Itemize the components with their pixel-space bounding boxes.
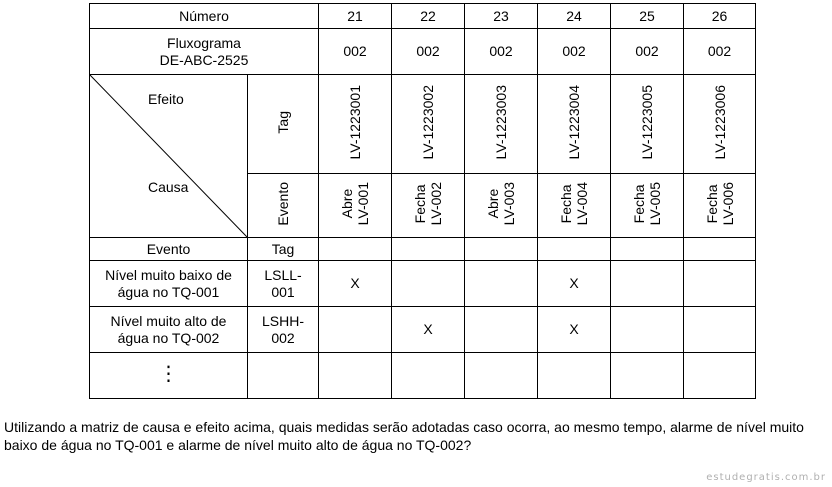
effect-action: Fecha: [558, 184, 575, 223]
empty-cell: [684, 353, 756, 399]
mark-cell: [611, 307, 684, 353]
tag-row: [90, 75, 756, 174]
numero-cell: 22: [392, 4, 465, 29]
effect-event-cell: [319, 174, 392, 238]
effect-tag: LV-1223002: [420, 84, 437, 160]
effect-tag: LV-1223004: [566, 84, 583, 160]
fluxograma-cell: 002: [392, 29, 465, 75]
fluxograma-cell: 002: [465, 29, 538, 75]
effect-tag-cell: [684, 75, 756, 174]
watermark: estudegratis.com.br: [706, 472, 826, 483]
mark-cell: X: [538, 307, 611, 353]
cause-tag-line: 002: [271, 329, 295, 346]
numero-cell: 24: [538, 4, 611, 29]
empty-cell: [538, 353, 611, 399]
effect-tag-cell: [392, 75, 465, 174]
fluxograma-header: [90, 29, 319, 75]
fluxograma-row: [90, 29, 756, 75]
empty-cell: [319, 353, 392, 399]
ellipsis-cell: [90, 353, 248, 399]
numero-cell: 26: [684, 4, 756, 29]
tag-header: [248, 75, 319, 174]
mark-cell: X: [538, 261, 611, 307]
effect-valve: LV-002: [428, 181, 445, 226]
cause-row: [90, 307, 756, 353]
effect-action: Abre: [339, 188, 356, 219]
efeito-label: Efeito: [148, 91, 184, 107]
vertical-ellipsis: ⋮: [158, 363, 179, 385]
effect-event: [485, 182, 517, 225]
ellipsis-row: [90, 353, 756, 399]
effect-tag: LV-1223001: [347, 84, 364, 160]
mark-cell: [465, 307, 538, 353]
cause-row: [90, 261, 756, 307]
effect-valve: LV-003: [501, 181, 518, 226]
effect-event-cell: [392, 174, 465, 238]
efeito-causa-diagonal-cell: [90, 75, 248, 238]
effect-event: [558, 182, 590, 225]
effect-event: [631, 182, 663, 225]
effect-action: Fecha: [412, 184, 429, 223]
numero-header: Número: [90, 4, 319, 29]
cause-tag: [248, 307, 319, 353]
mark-cell: [392, 261, 465, 307]
empty-cell: [392, 238, 465, 261]
cause-event-line: Nível muito baixo de: [105, 266, 232, 283]
cause-event-line: água no TQ-001: [117, 283, 220, 300]
effect-action: Fecha: [703, 184, 720, 223]
effect-tag-cell: [538, 75, 611, 174]
empty-cell: [611, 353, 684, 399]
mark-cell: [611, 261, 684, 307]
effect-valve: LV-001: [355, 181, 372, 226]
empty-cell: [465, 238, 538, 261]
mark-cell: [684, 307, 756, 353]
effect-valve: LV-006: [719, 181, 736, 226]
effect-tag: LV-1223005: [639, 84, 656, 160]
effect-valve: LV-004: [574, 181, 591, 226]
numero-cell: 25: [611, 4, 684, 29]
empty-cell: [465, 353, 538, 399]
fluxograma-cell: 002: [684, 29, 756, 75]
effect-event-cell: [684, 174, 756, 238]
cause-event-line: água no TQ-002: [117, 329, 220, 346]
causa-label: Causa: [148, 179, 189, 195]
cause-header-row: [90, 238, 756, 261]
cause-event: [90, 261, 248, 307]
effect-event-cell: [538, 174, 611, 238]
cause-event-line: Nível muito alto de: [110, 312, 227, 329]
evento-header: [248, 174, 319, 238]
empty-cell: [392, 353, 465, 399]
fluxograma-label: Fluxograma: [167, 34, 241, 51]
mark-cell: [684, 261, 756, 307]
effect-action: Fecha: [631, 184, 648, 223]
cause-tag: [248, 261, 319, 307]
cause-tag-line: 001: [271, 283, 295, 300]
mark-cell: [465, 261, 538, 307]
cause-evento-header: Evento: [90, 238, 248, 261]
effect-tag-cell: [611, 75, 684, 174]
effect-tag-cell: [465, 75, 538, 174]
empty-cell: [319, 238, 392, 261]
numero-cell: 23: [465, 4, 538, 29]
mark-cell: X: [319, 261, 392, 307]
mark-cell: [319, 307, 392, 353]
cause-tag-header: Tag: [248, 238, 319, 261]
cause-event: [90, 307, 248, 353]
cause-tag-line: LSHH-: [262, 312, 305, 329]
fluxograma-cell: 002: [319, 29, 392, 75]
numero-cell: 21: [319, 4, 392, 29]
empty-cell: [611, 238, 684, 261]
empty-cell: [248, 353, 319, 399]
tag-header-label: Tag: [275, 110, 291, 134]
empty-cell: [538, 238, 611, 261]
effect-action: Abre: [485, 188, 502, 219]
cause-effect-matrix: [89, 3, 756, 399]
effect-event: [704, 182, 736, 225]
cause-tag-line: LSLL-: [264, 266, 302, 283]
effect-event: [339, 182, 371, 225]
effect-tag: LV-1223003: [493, 84, 510, 160]
empty-cell: [684, 238, 756, 261]
effect-event-cell: [611, 174, 684, 238]
effect-event-cell: [465, 174, 538, 238]
effect-event: [412, 182, 444, 225]
effect-tag-cell: [319, 75, 392, 174]
effect-tag: LV-1223006: [711, 84, 728, 160]
fluxograma-cell: 002: [538, 29, 611, 75]
fluxograma-document: DE-ABC-2525: [159, 51, 249, 68]
question-text: Utilizando a matriz de causa e efeito acima, quais medidas serão adotadas caso ocorra, ao mesmo tempo, alarme de nível muito baixo de água no TQ-001 e alarme de nível muito alto de água no TQ-002?: [4, 419, 804, 453]
evento-header-label: Evento: [275, 181, 291, 226]
fluxograma-cell: 002: [611, 29, 684, 75]
numero-row: [90, 4, 756, 29]
effect-valve: LV-005: [647, 181, 664, 226]
mark-cell: X: [392, 307, 465, 353]
